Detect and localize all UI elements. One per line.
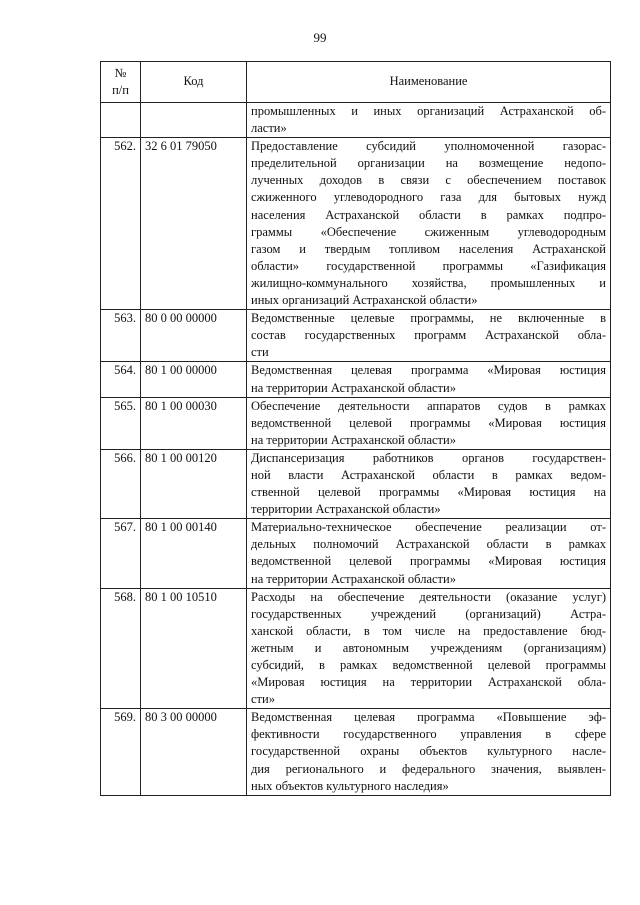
row-name-line: государственных учреждений (организаций) Астра- [251,606,606,621]
row-number: 569. [101,709,141,795]
row-name-line: дия регионального и федерального значения, выявлен- [251,761,606,776]
table-row [101,138,611,310]
row-code: 80 1 00 00120 [141,449,247,518]
header-code: Код [141,62,247,103]
page-number: 99 [313,30,327,45]
row-name-line: субсидий, в рамках ведомственной целевой программы [251,658,606,672]
row-code: 80 0 00 00000 [141,310,247,362]
row-name-line: фективности государственного управления в сфере [251,727,606,742]
row-name-line: государственной охраны объектов культурного насле- [251,744,606,759]
row-number: 563. [101,310,141,362]
row-name-line: области» государственной программы «Газификация [251,258,606,273]
row-code: 80 1 00 00140 [141,519,247,588]
row-name-line: Расходы на обеспечение деятельности (оказание услуг) [251,589,606,604]
row-number: 567. [101,519,141,588]
row-name [247,103,611,138]
row-name-line: Обеспечение деятельности аппаратов судов в рамках [251,398,606,413]
row-name-line: ных объектов культурного наследия» [251,778,449,793]
row-name-line: сти [251,345,269,360]
row-name-line: лученных доходов в связи с обеспечением поставок [251,173,606,188]
row-name [247,310,611,362]
row-name [247,362,611,397]
row-name-line: населения Астраханской области в рамках подпро- [251,207,606,222]
row-name-line: промышленных и иных организаций Астраханской об- [251,104,606,118]
code-table [100,61,611,796]
row-name-line: на территории Астраханской области» [251,380,456,395]
row-name [247,397,611,449]
row-name-line: Диспансеризация работников органов государствен- [251,450,606,465]
table-row [101,103,611,138]
row-code: 80 1 00 00030 [141,397,247,449]
row-name-line: территории Астраханской области» [251,502,441,517]
row-code: 80 3 00 00000 [141,709,247,795]
row-name-line: граммы «Обеспечение сжиженным углеводородным [251,224,606,239]
table-row [101,397,611,449]
row-name-line: Материально-техническое обеспечение реализации от- [251,520,606,535]
row-number: 562. [101,138,141,310]
table-row [101,449,611,518]
row-name-line: Ведомственная целевая программа «Повышение эф- [251,710,606,725]
row-name-line: на территории Астраханской области» [251,571,456,586]
row-code: 32 6 01 79050 [141,138,247,310]
row-name-line: ственной целевой программы «Мировая юстиция на [251,485,606,500]
row-name-line: ласти» [251,121,287,136]
row-name [247,138,611,310]
table-row [101,310,611,362]
row-number: 566. [101,449,141,518]
row-name-line: на территории Астраханской области» [251,432,456,447]
table-row [101,709,611,795]
row-name-line: жилищно-коммунального хозяйства, промышленных и [251,275,606,290]
row-name-line: жетным и автономным учреждениям (организациям) [251,640,606,655]
table-row [101,588,611,709]
header-number-line1: № [114,66,127,80]
row-name [247,449,611,518]
header-number-line2: п/п [112,83,129,97]
row-name [247,588,611,709]
table-body [101,103,611,796]
row-name-line: ведомственной целевой программы «Мировая юстиция [251,415,606,430]
row-name [247,519,611,588]
row-number: 564. [101,362,141,397]
row-name-line: ной власти Астраханской области в рамках ведом- [251,467,606,482]
row-number [101,103,141,138]
row-name-line: «Мировая юстиция на территории Астраханской обла- [251,675,606,690]
row-name-line: Ведомственные целевые программы, не включенные в [251,311,606,326]
row-name-line: ханской области, в том числе на предоставление бюд- [251,623,606,638]
row-name-line: газом и твердым топливом населения Астраханской [251,241,606,256]
row-number: 568. [101,588,141,709]
row-name-line: сти» [251,692,275,707]
row-code [141,103,247,138]
row-code: 80 1 00 10510 [141,588,247,709]
row-name [247,709,611,795]
row-number: 565. [101,397,141,449]
header-number [101,62,141,103]
row-name-line: пределительной организации на возмещение недопо- [251,156,606,171]
row-code: 80 1 00 00000 [141,362,247,397]
row-name-line: Ведомственная целевая программа «Мировая юстиция [251,363,606,378]
row-name-line: ведомственной целевой программы «Мировая юстиция [251,554,606,569]
row-name-line: дельных полномочий Астраханской области в рамках [251,537,606,552]
table-row [101,362,611,397]
table-header-row [101,62,611,103]
header-name: Наименование [247,62,611,103]
row-name-line: иных организаций Астраханской области» [251,293,478,308]
row-name-line: состав государственных программ Астраханской обла- [251,328,606,343]
row-name-line: Предоставление субсидий уполномоченной газорас- [251,139,606,154]
row-name-line: сжиженного углеводородного газа для бытовых нужд [251,190,606,205]
table-row [101,519,611,588]
